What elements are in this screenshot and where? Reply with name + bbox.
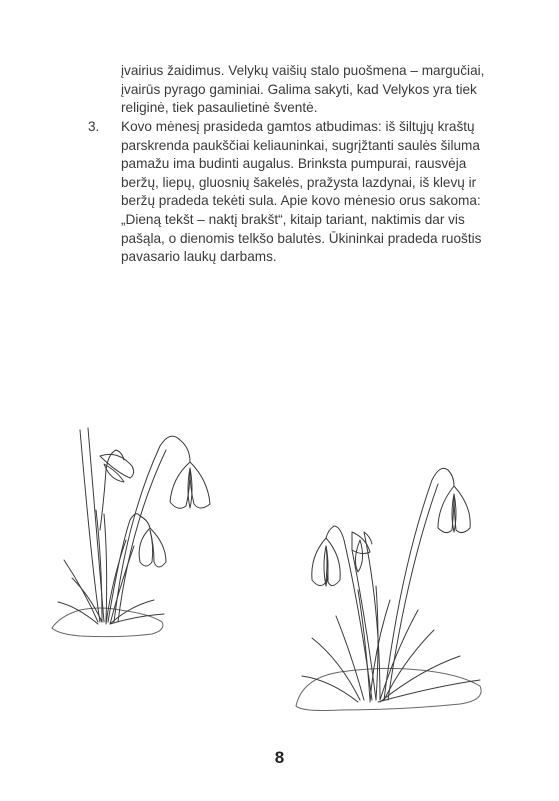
stems-right xyxy=(334,468,448,700)
snowdrop-flower xyxy=(438,470,470,533)
continued-paragraph xyxy=(121,62,501,118)
text-line: pavasario laukų darbams. xyxy=(121,249,277,265)
list-item-body xyxy=(121,118,501,267)
text-line: pašąla, o dienomis telkšo balutės. Ūkininkai pradeda ruoštis xyxy=(121,230,482,246)
text-line: beržų pradeda tekėti sula. Apie kovo mėnesio orus sakoma: xyxy=(121,193,481,209)
leaves-right xyxy=(302,586,480,702)
text-line: parskrenda paukščiai keliauninkai, sugrįžtanti saulės šiluma xyxy=(121,137,480,153)
text-line: pamažu ima budinti augalus. Brinksta pumpurai, rausvėja xyxy=(121,156,467,172)
text-line: įvairūs pyrago gaminiai. Galima sakyti, kad Velykos yra tiek xyxy=(121,81,477,97)
text-line: „Dieną tekšt – naktį brakšt“, kitaip tariant, naktimis dar vis xyxy=(121,211,465,227)
snowdrop-flower xyxy=(139,516,166,567)
page-number: 8 xyxy=(274,748,285,767)
leaves-left xyxy=(58,428,164,624)
text-line: Kovo mėnesį prasideda gamtos atbudimas: iš šiltųjų kraštų xyxy=(121,119,475,134)
snowdrop-flower xyxy=(312,526,340,586)
snowdrops-illustration xyxy=(40,410,530,730)
text-line: įvairius žaidimus. Velykų vaišių stalo puošmena – margučiai, xyxy=(121,63,485,78)
snowdrop-flower xyxy=(170,440,210,508)
stems-left xyxy=(100,436,180,622)
text-line: beržų, liepų, gluosnių šakelės, pražysta lazdynai, iš klevų ir xyxy=(121,174,477,190)
list-item-number: 3. xyxy=(88,119,100,134)
text-line: religinė, tiek pasaulietinė šventė. xyxy=(121,100,318,116)
